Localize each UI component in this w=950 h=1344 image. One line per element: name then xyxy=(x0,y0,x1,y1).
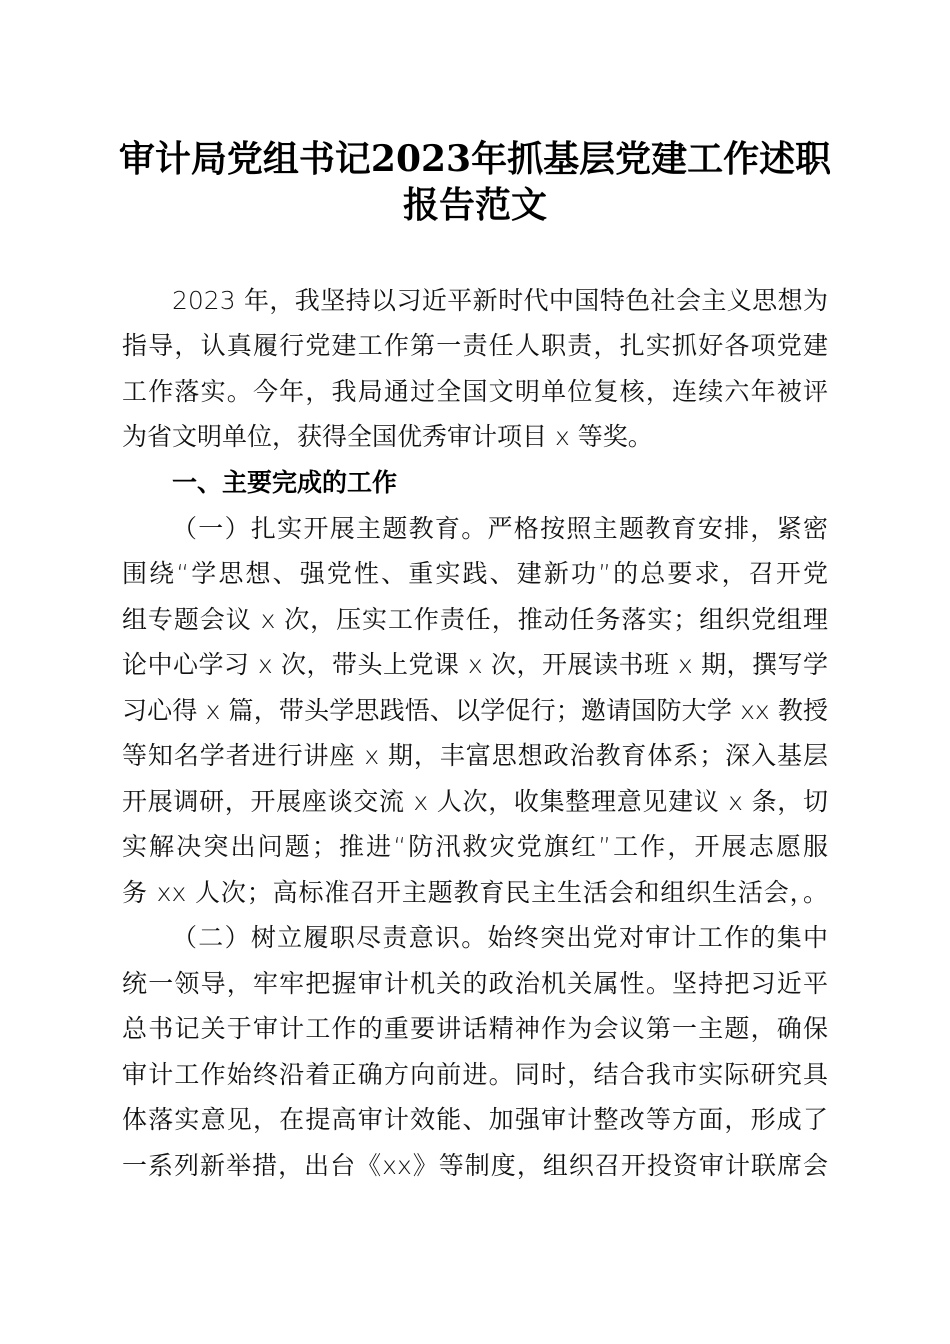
paragraph-line: （一）扎实开展主题教育。严格按照主题教育安排，紧密 xyxy=(172,514,828,543)
intro-line: 指导，认真履行党建工作第一责任人职责，扎实抓好各项党建 xyxy=(122,331,828,360)
intro-line: 为省文明单位，获得全国优秀审计项目 x 等奖。 xyxy=(122,422,653,451)
paragraph-line: 等知名学者进行讲座 x 期，丰富思想政治教育体系；深入基层 xyxy=(122,741,828,770)
paragraph-line: 一系列新举措，出台《xx》等制度，组织召开投资审计联席会 xyxy=(122,1151,828,1180)
paragraph-line: 总书记关于审计工作的重要讲话精神作为会议第一主题，确保 xyxy=(122,1014,828,1043)
paragraph-line: 开展调研，开展座谈交流 x 人次，收集整理意见建议 x 条，切 xyxy=(122,787,828,816)
paragraph-line: 审计工作始终沿着正确方向前进。同时，结合我市实际研究具 xyxy=(122,1060,828,1089)
paragraph-line: 实解决突出问题；推进“防汛救灾党旗红”工作，开展志愿服 xyxy=(122,832,828,861)
intro-line: 2023 年，我坚持以习近平新时代中国特色社会主义思想为 xyxy=(172,286,828,315)
paragraph-line: 习心得 x 篇，带头学思践悟、以学促行；邀请国防大学 xx 教授 xyxy=(122,696,828,725)
paragraph-line: 围绕“学思想、强党性、重实践、建新功”的总要求，召开党 xyxy=(122,559,828,588)
paragraph-line: 体落实意见，在提高审计效能、加强审计整改等方面，形成了 xyxy=(122,1105,828,1134)
section-heading: 一、主要完成的工作 xyxy=(172,468,398,497)
intro-line: 工作落实。今年，我局通过全国文明单位复核，连续六年被评 xyxy=(122,377,828,406)
paragraph-line: 论中心学习 x 次，带头上党课 x 次，开展读书班 x 期，撰写学 xyxy=(122,650,828,679)
document-title-line2: 报告范文 xyxy=(402,184,547,226)
paragraph-line: （二）树立履职尽责意识。始终突出党对审计工作的集中 xyxy=(172,923,828,952)
paragraph-line: 务 xx 人次；高标准召开主题教育民主生活会和组织生活会，。 xyxy=(122,878,828,907)
paragraph-line: 组专题会议 x 次，压实工作责任，推动任务落实；组织党组理 xyxy=(122,605,828,634)
document-title-line1: 审计局党组书记2023年抓基层党建工作述职 xyxy=(118,138,832,180)
paragraph-line: 统一领导，牢牢把握审计机关的政治机关属性。坚持把习近平 xyxy=(122,969,828,998)
